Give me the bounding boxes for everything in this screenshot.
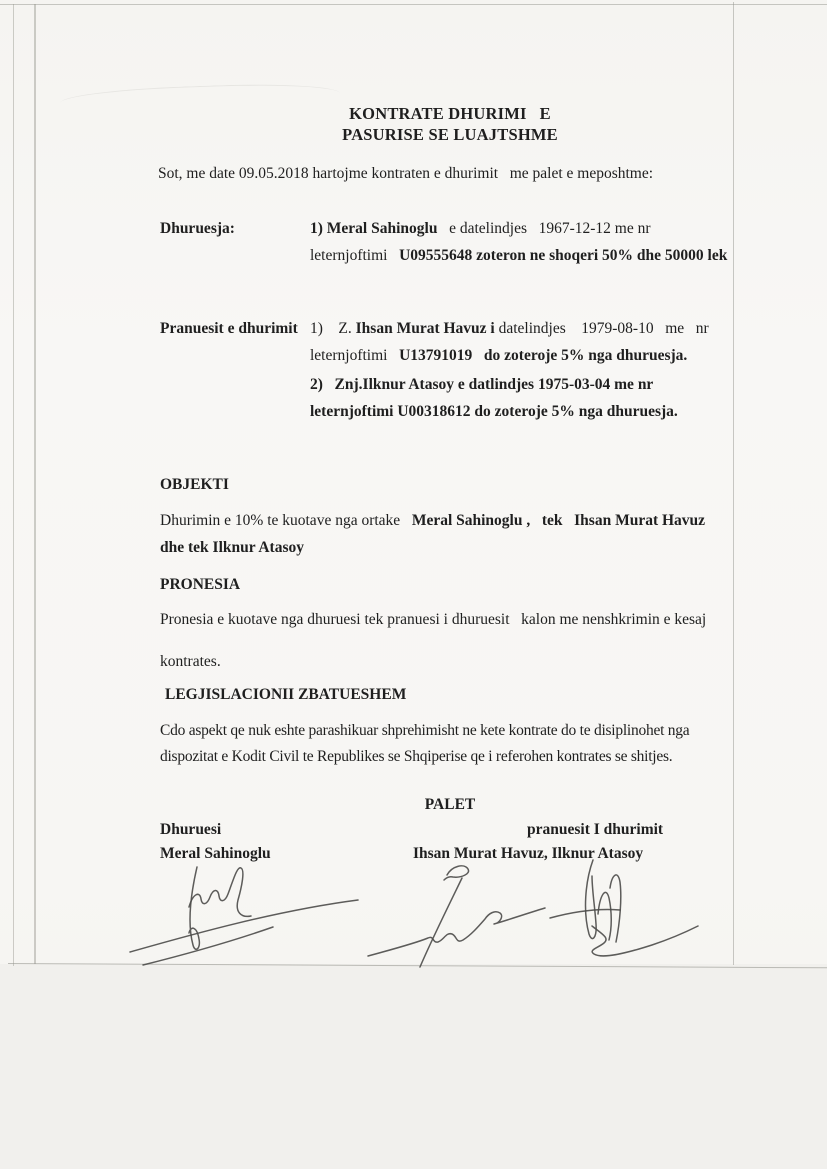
donor-label: Dhuruesja: xyxy=(160,220,235,237)
donor-role-label: Dhuruesi xyxy=(160,821,222,838)
recipient-signature-names: Ihsan Murat Havuz, Ilknur Atasoy xyxy=(413,845,644,862)
donor-line1 xyxy=(310,218,651,239)
recipient2-line1: 2) Znj.Ilknur Atasoy e datlindjes 1975-03-04 me nr xyxy=(310,376,654,393)
recipient1-line2 xyxy=(310,345,687,366)
recipient1-id-shares-run: U13791019 do zoteroje 5% nga dhuruesja. xyxy=(399,347,688,364)
object-heading: OBJEKTI xyxy=(160,476,229,493)
recipient2-line2: leternjoftimi U00318612 do zoteroje 5% nga dhuruesja. xyxy=(310,403,678,420)
object-line1 xyxy=(160,510,705,531)
signature-meral-sahinoglu xyxy=(123,853,373,971)
legislation-heading: LEGJISLACIONII ZBATUESHEM xyxy=(165,686,407,703)
page-edge-left-outer xyxy=(13,4,14,966)
recipients-label: Pranuesit e dhurimit xyxy=(160,320,298,337)
intro-line: Sot, me date 09.05.2018 hartojme kontraten e dhurimit me palet e meposhtme: xyxy=(158,165,654,182)
recipient-role-label: pranuesit I dhurimit xyxy=(527,821,664,838)
donor-signature-name: Meral Sahinoglu xyxy=(160,845,271,862)
document-title-line1: KONTRATE DHURIMI E xyxy=(349,104,551,123)
donor-id-shares-run: U09555648 zoteron ne shoqeri 50% dhe 50000 lek xyxy=(399,247,728,264)
recipient1-number-run: 1) Z. xyxy=(310,320,356,337)
donor-birthdate-run: e datelindjes 1967-12-12 me nr xyxy=(437,220,651,237)
page-edge-left-inner xyxy=(34,4,36,964)
signature-ilknur-atasoy xyxy=(548,850,703,968)
ownership-line1: Pronesia e kuotave nga dhuruesi tek pranuesi i dhuruesit kalon me nenshkrimin e kesaj xyxy=(160,611,707,628)
donor-line2 xyxy=(310,245,727,266)
object-parties-run: Meral Sahinoglu , tek Ihsan Murat Havuz xyxy=(411,512,706,529)
recipient1-line1 xyxy=(310,318,709,339)
ownership-line2: kontrates. xyxy=(160,653,221,670)
document-title-line2: PASURISE SE LUAJTSHME xyxy=(342,125,558,144)
object-line2: dhe tek Ilknur Atasoy xyxy=(160,539,304,556)
object-intro-run: Dhurimin e 10% te kuotave nga ortake xyxy=(160,512,412,529)
recipient1-id-label-run: leternjoftimi xyxy=(310,347,400,364)
signature-ihsan-murat-havuz xyxy=(358,855,553,970)
recipient1-name-run: Ihsan Murat Havuz i xyxy=(355,320,499,337)
donor-id-label-run: leternjoftimi xyxy=(310,247,400,264)
page-edge-right xyxy=(733,2,734,965)
recipient1-birthdate-run: datelindjes 1979-08-10 me nr xyxy=(498,320,709,337)
legislation-line1: Cdo aspekt qe nuk eshte parashikuar shprehimisht ne kete kontrate do te disiplinohet nga xyxy=(160,722,690,739)
ownership-heading: PRONESIA xyxy=(160,576,241,593)
parties-heading: PALET xyxy=(424,796,476,813)
legislation-line2: dispozitat e Kodit Civil te Republikes se Shqiperise qe i referohen kontrates se shitjes. xyxy=(160,748,673,765)
donor-name-run: 1) Meral Sahinoglu xyxy=(310,220,438,237)
page-edge-top xyxy=(0,4,827,5)
scan-background-below-page xyxy=(0,964,827,1169)
